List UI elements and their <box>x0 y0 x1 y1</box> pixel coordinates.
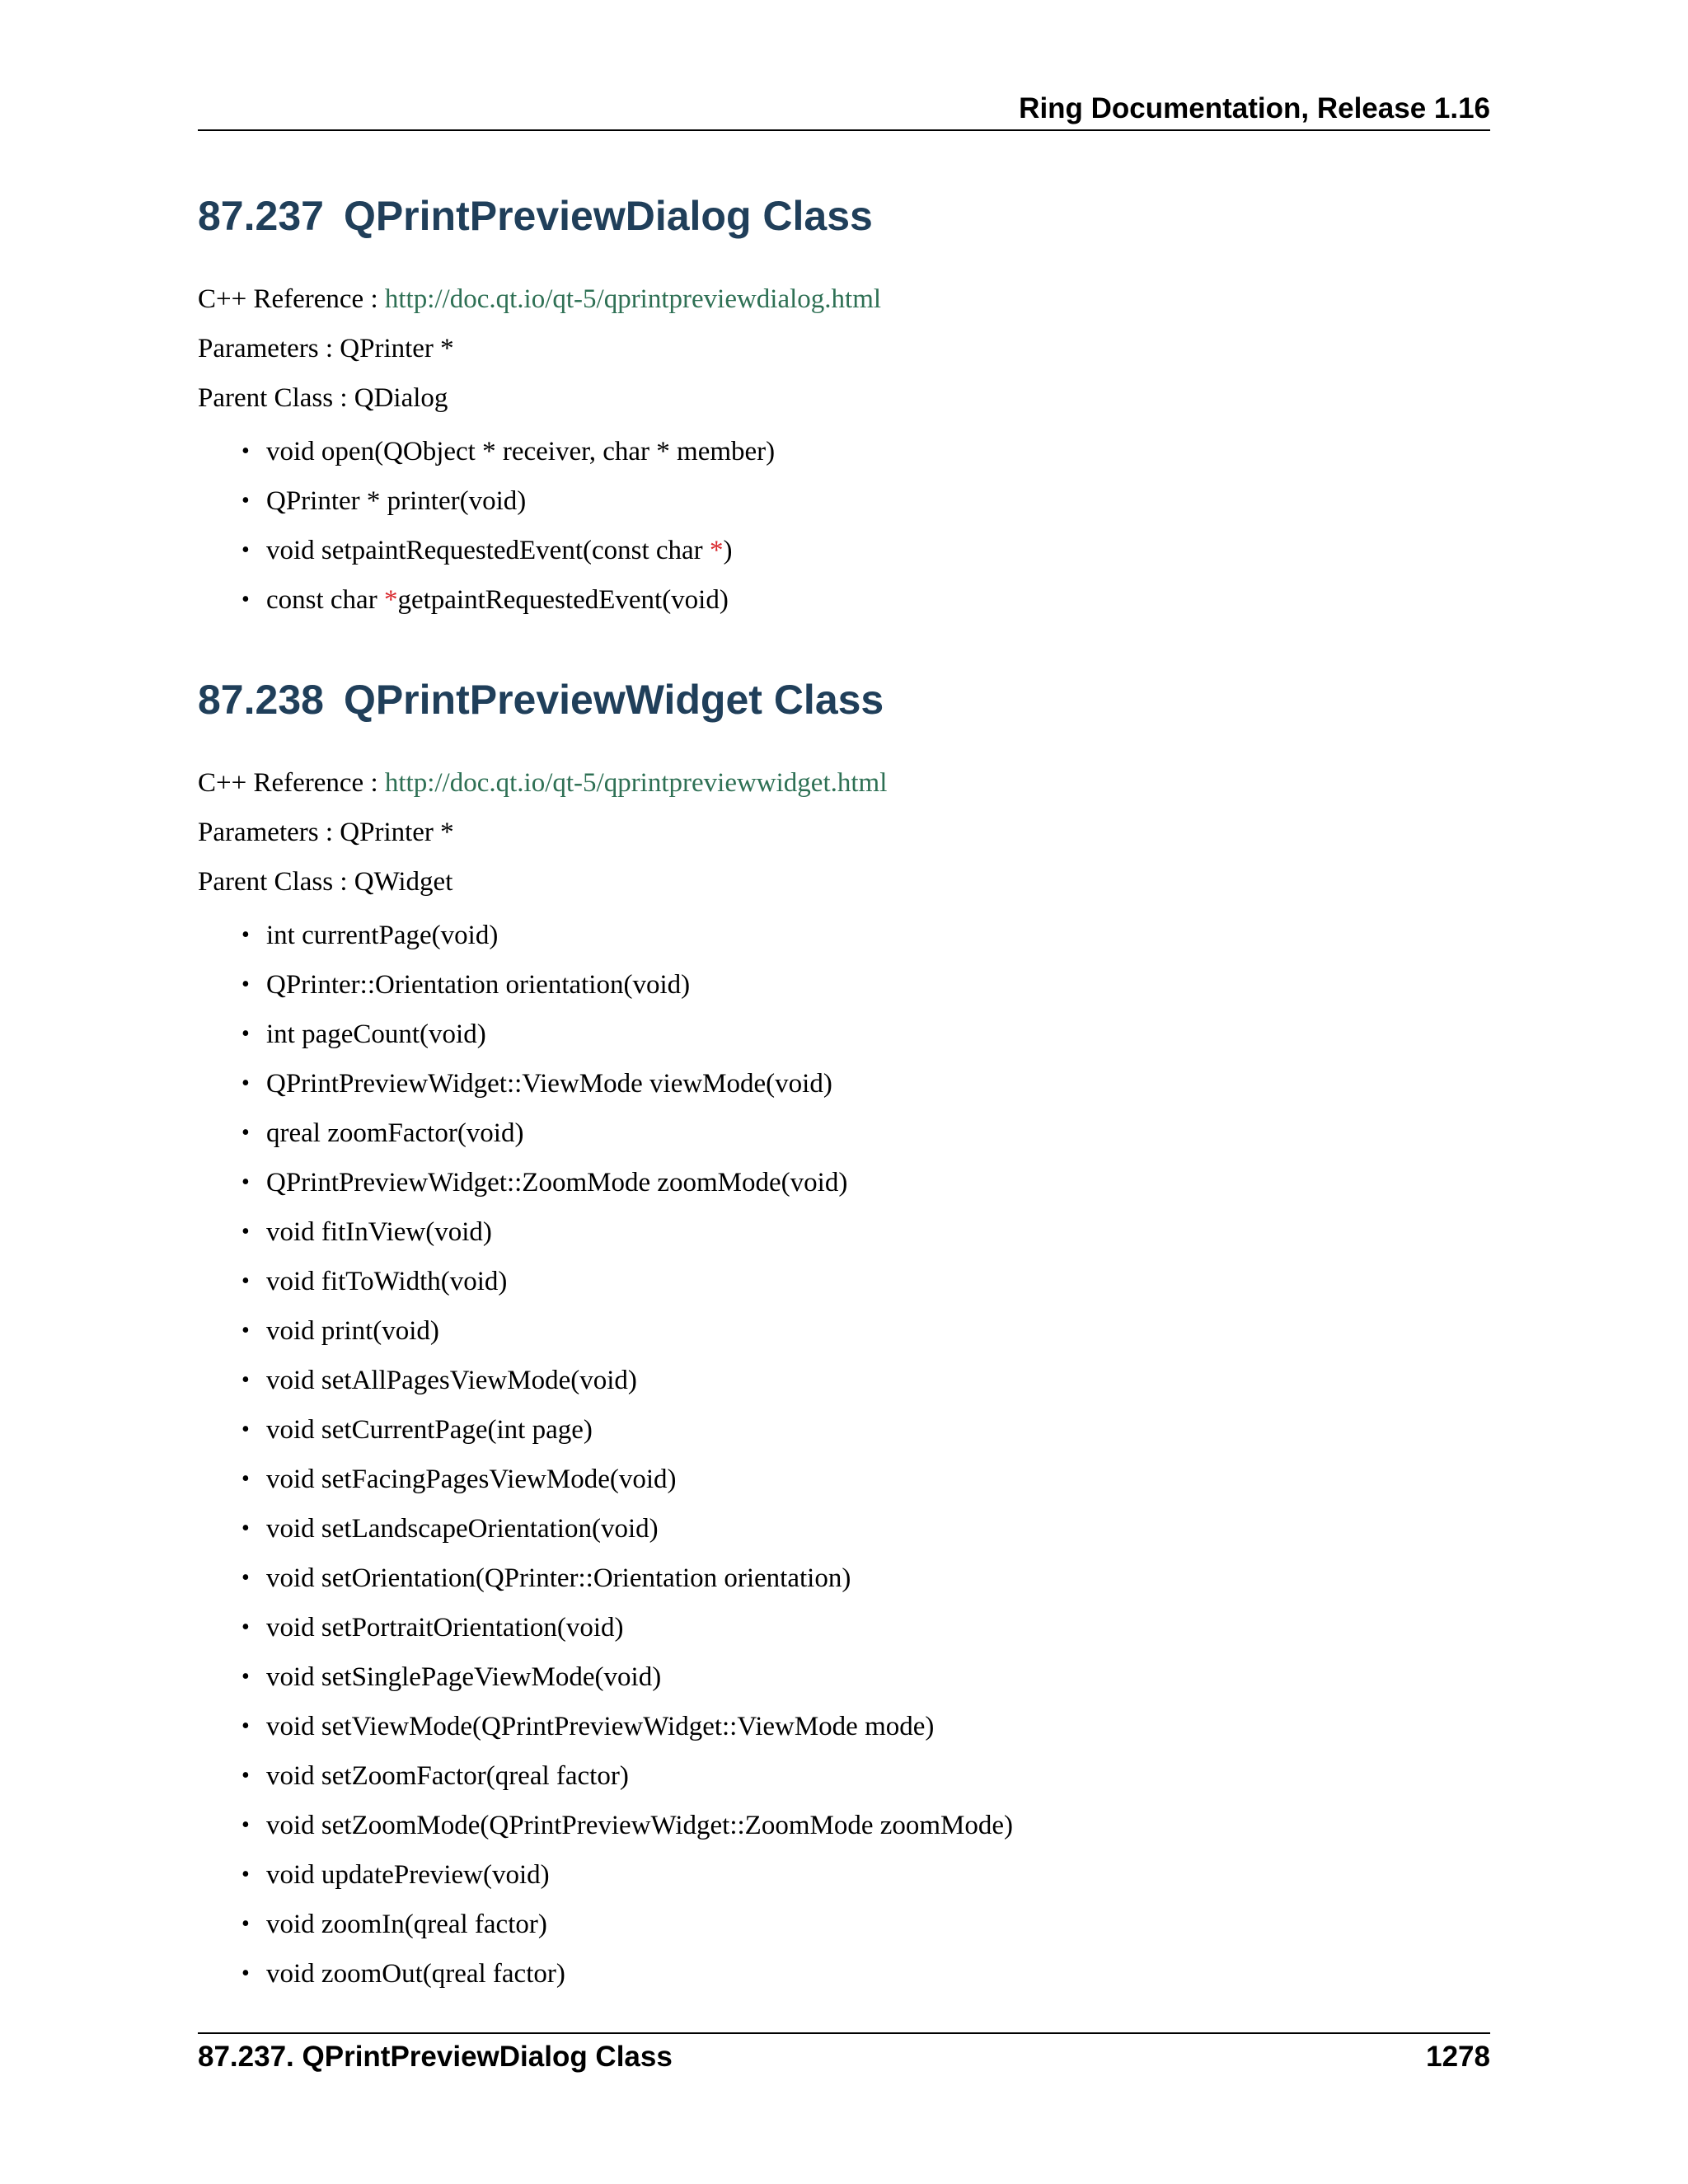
bullet-icon: • <box>241 1911 250 1937</box>
bullet-icon: • <box>241 1417 250 1442</box>
method-text-after: getpaintRequestedEvent(void) <box>397 585 729 615</box>
list-item <box>198 1257 1013 1306</box>
bullet-icon: • <box>241 1961 250 1986</box>
bullet-icon: • <box>241 1615 250 1640</box>
bullet-icon: • <box>241 1812 250 1838</box>
list-item <box>198 1405 1013 1455</box>
bullet-icon: • <box>241 972 250 997</box>
list-item <box>198 1652 1013 1702</box>
list-item <box>198 1455 1013 1504</box>
method-text: void zoomIn(qreal factor) <box>266 1910 547 1939</box>
list-item <box>198 1751 1013 1801</box>
bullet-icon: • <box>241 1071 250 1096</box>
method-text: QPrinter::Orientation orientation(void) <box>266 970 691 1000</box>
list-item <box>198 1108 1013 1158</box>
method-text-before: const char <box>266 585 384 615</box>
section-title: QPrintPreviewWidget Class <box>343 677 884 723</box>
method-text: qreal zoomFactor(void) <box>266 1118 524 1148</box>
list-item <box>198 1603 1013 1652</box>
list-item <box>198 1900 1013 1949</box>
list-item <box>198 1702 1013 1751</box>
method-text: QPrintPreviewWidget::ZoomMode zoomMode(void) <box>266 1168 848 1197</box>
cpp-reference-link[interactable]: http://doc.qt.io/qt-5/qprintpreviewdialog.html <box>384 284 882 314</box>
list-item <box>198 1158 1013 1207</box>
list-item <box>198 1850 1013 1900</box>
bullet-icon: • <box>241 438 250 464</box>
list-item <box>198 1010 1013 1059</box>
method-text: void zoomOut(qreal factor) <box>266 1959 565 1989</box>
bullet-icon: • <box>241 1713 250 1739</box>
highlighted-asterisk: * <box>383 585 398 615</box>
method-text: QPrintPreviewWidget::ViewMode viewMode(void) <box>266 1069 832 1099</box>
section-heading-qprintpreviewdialog <box>198 192 873 240</box>
bullet-icon: • <box>241 1565 250 1591</box>
bullet-icon: • <box>241 1763 250 1788</box>
method-text: void setOrientation(QPrinter::Orientation orientation) <box>266 1563 851 1593</box>
method-text: QPrinter * printer(void) <box>266 486 527 516</box>
method-text-after: ) <box>723 536 733 565</box>
method-text: void setCurrentPage(int page) <box>266 1415 593 1445</box>
footer-section-title: 87.237. QPrintPreviewDialog Class <box>198 2041 673 2073</box>
cpp-reference-label: C++ Reference : <box>198 768 385 798</box>
bullet-icon: • <box>241 1268 250 1294</box>
bullet-icon: • <box>241 587 250 612</box>
method-text: void setViewMode(QPrintPreviewWidget::ViewMode mode) <box>266 1712 935 1741</box>
method-text: void setFacingPagesViewMode(void) <box>266 1465 677 1494</box>
section-number: 87.238 <box>198 677 324 723</box>
bullet-icon: • <box>241 1021 250 1047</box>
cpp-reference-link[interactable]: http://doc.qt.io/qt-5/qprintpreviewwidget.html <box>384 768 888 798</box>
list-item <box>198 1356 1013 1405</box>
section-number: 87.237 <box>198 193 324 239</box>
bullet-icon: • <box>241 537 250 563</box>
document-page <box>198 0 1490 2184</box>
bullet-icon: • <box>241 1367 250 1393</box>
list-item <box>198 427 775 476</box>
section-title: QPrintPreviewDialog Class <box>343 193 873 239</box>
page-number: 1278 <box>1426 2041 1490 2073</box>
method-list <box>198 911 1013 1999</box>
method-text: void setPortraitOrientation(void) <box>266 1613 624 1643</box>
parent-class: Parent Class : QDialog <box>198 383 448 413</box>
list-item <box>198 1554 1013 1603</box>
method-text: void print(void) <box>266 1316 439 1346</box>
list-item <box>198 526 775 575</box>
list-item <box>198 1801 1013 1850</box>
list-item <box>198 1059 1013 1108</box>
bullet-icon: • <box>241 1318 250 1343</box>
bullet-icon: • <box>241 1169 250 1195</box>
method-text: void fitToWidth(void) <box>266 1267 508 1296</box>
method-text: void setZoomFactor(qreal factor) <box>266 1761 629 1791</box>
list-item <box>198 1306 1013 1356</box>
method-text-before: void setpaintRequestedEvent(const char <box>266 536 710 565</box>
method-text: void updatePreview(void) <box>266 1860 550 1890</box>
bullet-icon: • <box>241 922 250 948</box>
method-text: void fitInView(void) <box>266 1217 492 1247</box>
list-item <box>198 911 1013 960</box>
cpp-reference <box>198 768 887 799</box>
footer-rule <box>198 2032 1490 2034</box>
bullet-icon: • <box>241 1466 250 1492</box>
bullet-icon: • <box>241 488 250 513</box>
parent-class: Parent Class : QWidget <box>198 867 453 897</box>
method-text: void setAllPagesViewMode(void) <box>266 1366 637 1395</box>
method-text: void setZoomMode(QPrintPreviewWidget::ZoomMode zoomMode) <box>266 1811 1014 1840</box>
list-item <box>198 575 775 625</box>
bullet-icon: • <box>241 1219 250 1244</box>
header-rule <box>198 129 1490 131</box>
section-heading-qprintpreviewwidget <box>198 676 884 724</box>
parameters: Parameters : QPrinter * <box>198 818 454 847</box>
bullet-icon: • <box>241 1862 250 1887</box>
list-item <box>198 1207 1013 1257</box>
bullet-icon: • <box>241 1664 250 1690</box>
list-item <box>198 1949 1013 1999</box>
parameters: Parameters : QPrinter * <box>198 334 454 363</box>
method-text: void setLandscapeOrientation(void) <box>266 1514 659 1544</box>
cpp-reference <box>198 284 881 315</box>
bullet-icon: • <box>241 1120 250 1146</box>
method-text: void open(QObject * receiver, char * member) <box>266 437 776 466</box>
bullet-icon: • <box>241 1516 250 1541</box>
method-text: int currentPage(void) <box>266 921 499 950</box>
list-item <box>198 476 775 526</box>
method-text: int pageCount(void) <box>266 1019 486 1049</box>
list-item <box>198 1504 1013 1554</box>
method-text: void setSinglePageViewMode(void) <box>266 1662 662 1692</box>
list-item <box>198 960 1013 1010</box>
cpp-reference-label: C++ Reference : <box>198 284 385 314</box>
method-list <box>198 427 775 625</box>
highlighted-asterisk: * <box>709 536 724 565</box>
running-header: Ring Documentation, Release 1.16 <box>1019 92 1490 124</box>
